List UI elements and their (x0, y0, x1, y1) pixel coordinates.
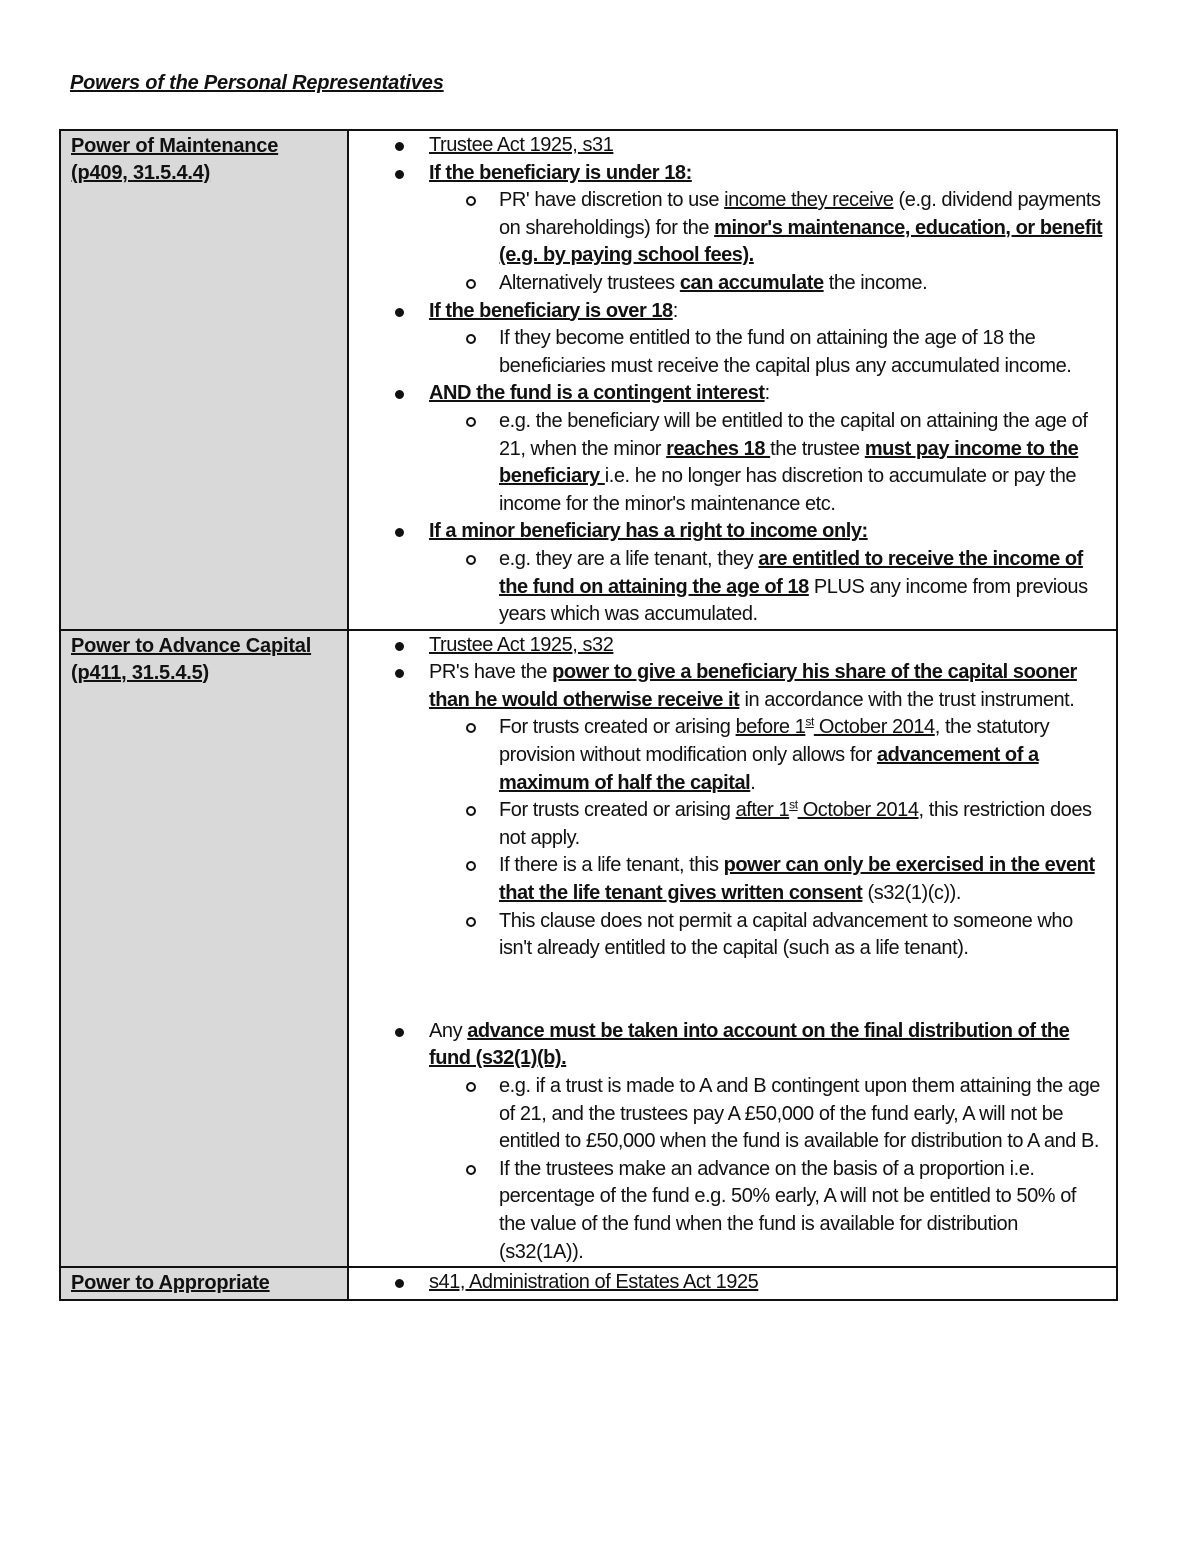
emphasis-text: power to give a beneficiary his share of the capital sooner than he would otherwise receive it (429, 661, 1077, 711)
text-run: If the trustees make an advance on the basis of a proportion i.e. percentage of the fund e.g. 50% early, A will not be entitled to 50% of the value of the fund when the fund is available for distribution (s32(1A)). (499, 1157, 1076, 1263)
bullet-item (349, 632, 1106, 660)
text-run: October 2014 (797, 799, 919, 822)
document-title: Powers of the Personal Representatives (70, 72, 444, 94)
emphasis-text: reaches 18 (666, 437, 771, 460)
text-run: Trustee Act 1925, s32 (429, 633, 614, 656)
text-run: PLUS any income from previous years which was accumulated. (499, 575, 1088, 626)
text-run: : (764, 382, 770, 405)
power-label: (p411, 31.5.4.5) (71, 661, 210, 684)
text-run: after 1 (735, 799, 790, 822)
emphasis-text: AND the fund is a contingent interest (429, 382, 765, 405)
bullet-item (349, 298, 1106, 326)
text-run: the income. (823, 271, 928, 294)
text-run: st (789, 797, 798, 812)
power-label-cell (60, 1267, 348, 1300)
sub-bullet-item (349, 1073, 1106, 1156)
text-run: Trustee Act 1925, s31 (429, 134, 614, 156)
emphasis-text: minor's maintenance, education, or benefit (e.g. by paying school fees). (499, 216, 1103, 267)
sub-bullet-item (349, 546, 1106, 629)
table-row (60, 630, 1117, 1267)
sub-bullet-item (349, 908, 1106, 963)
text-run: , this restriction does not apply. (499, 799, 1092, 849)
emphasis-text: If a minor beneficiary has a right to income only: (429, 520, 868, 543)
bullet-item (349, 1018, 1106, 1073)
sub-bullet-item (349, 325, 1106, 380)
text-run: income they receive (724, 189, 894, 212)
bullet-item (349, 380, 1106, 408)
text-run: . (750, 771, 756, 794)
bullet-item (349, 132, 1106, 160)
emphasis-text: must pay income to the beneficiary (499, 437, 1079, 488)
power-label: Power to Appropriate (71, 1272, 270, 1295)
power-label-cell (60, 630, 348, 1267)
bullet-item (349, 160, 1106, 188)
power-details-cell (348, 630, 1117, 1267)
text-run: This clause does not permit a capital advancement to someone who isn't already entitled to the capital (such as a life tenant). (499, 909, 1073, 960)
sub-bullet-item (349, 408, 1106, 518)
power-label-cell (60, 130, 348, 630)
sub-bullet-item (349, 714, 1106, 797)
text-run: For trusts created or arising (499, 716, 736, 739)
table-row (60, 130, 1117, 630)
emphasis-text: power can only be exercised in the event that the life tenant gives written consent (499, 854, 1095, 905)
emphasis-text: advance must be taken into account on the final distribution of the fund (s32(1)(b). (429, 1019, 1070, 1070)
text-run: Any (429, 1019, 468, 1042)
sub-bullet-item (349, 270, 1106, 298)
power-details-cell (348, 1267, 1117, 1300)
emphasis-text: can accumulate (679, 271, 824, 294)
power-label: Power to Advance Capital (71, 634, 312, 657)
sub-bullet-item (349, 1156, 1106, 1266)
bullet-item (349, 518, 1106, 546)
text-run: s41, Administration of Estates Act 1925 (429, 1271, 759, 1294)
bullet-item (349, 1269, 1106, 1297)
power-details-cell (348, 130, 1117, 630)
emphasis-text: If the beneficiary is under 18: (429, 161, 692, 184)
table-row (60, 1267, 1117, 1300)
text-run: e.g. they are a life tenant, they (499, 547, 759, 570)
emphasis-text: are entitled to receive the income of the fund on attaining the age of 18 (499, 547, 1083, 598)
text-run: PR' have discretion to use (499, 189, 725, 212)
power-label: (p409, 31.5.4.4) (71, 162, 211, 184)
text-run: Alternatively trustees (499, 271, 680, 294)
text-run: If there is a life tenant, this (499, 854, 724, 877)
powers-table (59, 129, 1118, 1301)
text-run: before 1 (735, 716, 806, 739)
text-run: e.g. if a trust is made to A and B contingent upon them attaining the age of 21, and the trustees pay A £50,000 of the fund early, A will not be entitled to £50,000 when the fund is available for distribution to A and B. (499, 1075, 1100, 1153)
text-run: : (672, 299, 678, 322)
text-run: st (805, 714, 814, 729)
text-run: in accordance with the trust instrument. (739, 688, 1075, 711)
text-run: (e.g. dividend payments on shareholdings) for the (499, 189, 1101, 239)
spacer (349, 963, 1106, 1018)
text-run: the trustee (770, 437, 865, 460)
bullet-item (349, 659, 1106, 714)
text-run: PR's have the (429, 661, 553, 684)
emphasis-text: If the beneficiary is over 18 (429, 299, 673, 322)
text-run: October 2014 (813, 716, 935, 739)
sub-bullet-item (349, 797, 1106, 852)
sub-bullet-item (349, 852, 1106, 907)
emphasis-text: advancement of a maximum of half the capital (499, 744, 1039, 794)
text-run: , the statutory provision without modification only allows for (499, 716, 1050, 767)
text-run: i.e. he no longer has discretion to accumulate or pay the income for the minor's maintenance etc. (499, 465, 1077, 515)
text-run: If they become entitled to the fund on attaining the age of 18 the beneficiaries must receive the capital plus any accumulated income. (499, 327, 1072, 377)
sub-bullet-item (349, 187, 1106, 270)
power-label: Power of Maintenance (71, 135, 279, 157)
text-run: e.g. the beneficiary will be entitled to the capital on attaining the age of 21, when the minor (499, 409, 1088, 460)
text-run: (s32(1)(c)). (862, 882, 961, 905)
text-run: For trusts created or arising (499, 799, 736, 822)
